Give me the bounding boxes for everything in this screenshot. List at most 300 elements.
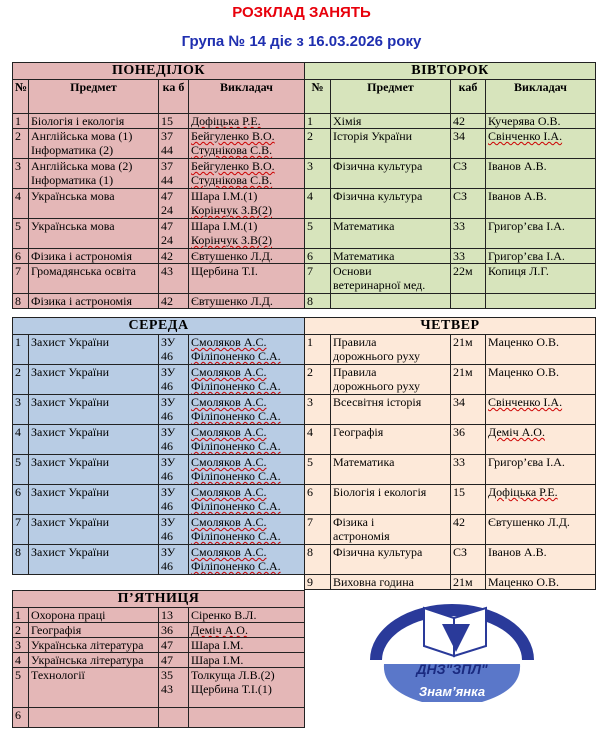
monday-header: ПОНЕДІЛОК	[13, 63, 305, 80]
wednesday-header: СЕРЕДА	[13, 318, 305, 335]
table-row	[13, 623, 305, 638]
room-cell-line: ЗУ	[161, 395, 176, 409]
teacher-cell	[189, 129, 305, 159]
room-cell	[451, 264, 486, 294]
subject-cell-line: Географія	[333, 425, 384, 439]
teacher-cell	[486, 249, 596, 264]
lesson-number-line: 2	[15, 129, 21, 143]
table-row	[305, 264, 596, 294]
room-cell-line: 47	[161, 653, 173, 667]
subject-cell-line: Фізична культура	[333, 189, 423, 203]
table-row	[13, 189, 305, 219]
subject-cell	[331, 455, 451, 485]
teacher-cell	[486, 575, 596, 590]
subject-cell-line: Захист України	[31, 485, 110, 499]
room-cell-line: 21м	[453, 365, 473, 379]
room-cell-line: 47	[161, 638, 173, 652]
logo-motto: Знам’янка	[418, 684, 486, 699]
table-row	[13, 114, 305, 129]
teacher-cell	[486, 395, 596, 425]
room-cell	[451, 365, 486, 395]
lesson-number	[305, 335, 331, 365]
room-cell	[159, 365, 189, 395]
teacher-cell-line: Іванов А.В.	[488, 545, 547, 559]
room-cell	[451, 395, 486, 425]
subject-cell-line: Математика	[333, 219, 395, 233]
room-cell-line: 44	[161, 143, 173, 157]
room-cell	[159, 515, 189, 545]
lesson-number-line: 1	[15, 608, 21, 622]
subject-cell-line: дорожнього руху	[333, 349, 420, 363]
room-cell-line: 34	[453, 395, 465, 409]
room-cell	[159, 129, 189, 159]
subject-cell	[331, 219, 451, 249]
teacher-cell-line: Філіпоненко С.А.	[191, 469, 281, 483]
subject-cell	[331, 249, 451, 264]
lesson-number-line: 3	[15, 638, 21, 652]
lesson-number	[13, 219, 29, 249]
teacher-cell	[189, 189, 305, 219]
lesson-number-line: 4	[307, 189, 313, 203]
teacher-cell	[189, 608, 305, 623]
table-row	[305, 114, 596, 129]
teacher-cell-line: Філіпоненко С.А.	[191, 499, 281, 513]
subject-cell-line: Фізика і астрономія	[31, 294, 132, 308]
room-cell-line: ЗУ	[161, 485, 176, 499]
lesson-number	[305, 395, 331, 425]
teacher-cell	[189, 545, 305, 575]
subject-cell	[29, 219, 159, 249]
teacher-cell	[189, 335, 305, 365]
table-row	[305, 395, 596, 425]
subject-cell-line: Англійська мова (2)	[31, 159, 133, 173]
lesson-number-line: 1	[15, 335, 21, 349]
room-cell-line: 37	[161, 129, 173, 143]
teacher-cell	[486, 129, 596, 159]
subject-cell-line: Виховна година	[333, 575, 414, 589]
teacher-cell-line: Сіренко В.Л.	[191, 608, 257, 622]
teacher-cell-line: Філіпоненко С.А.	[191, 529, 281, 543]
subject-cell-line: Захист України	[31, 515, 110, 529]
teacher-cell-line: Шара І.М.	[191, 653, 244, 667]
teacher-cell-line: Бейгуленко В.О.	[191, 129, 275, 143]
room-cell	[451, 335, 486, 365]
subject-cell	[331, 545, 451, 575]
room-cell-line: 46	[161, 499, 173, 513]
lesson-number-line: 9	[307, 575, 313, 589]
teacher-cell-line: Студнікова С.В.	[191, 143, 273, 157]
subject-cell-line: Технології	[31, 668, 85, 682]
subject-cell-line: астрономія	[333, 529, 390, 543]
subject-cell-line: Правила	[333, 365, 377, 379]
lesson-number-line: 7	[307, 515, 313, 529]
lesson-number-line: 4	[15, 189, 21, 203]
table-row	[305, 219, 596, 249]
teacher-cell	[486, 264, 596, 294]
table-row	[13, 708, 305, 728]
lesson-number	[13, 653, 29, 668]
room-cell-line: 43	[161, 682, 173, 696]
room-cell-line: 46	[161, 469, 173, 483]
lesson-number	[13, 545, 29, 575]
col-subject: Предмет	[331, 80, 451, 114]
subject-cell	[331, 575, 451, 590]
room-cell-line: 46	[161, 349, 173, 363]
table-row	[305, 189, 596, 219]
subject-cell-line: Громадянська освіта	[31, 264, 136, 278]
teacher-cell-line: Деміч А.О.	[191, 623, 248, 637]
subject-cell-line: Захист України	[31, 365, 110, 379]
lesson-number-line: 1	[15, 114, 21, 128]
room-cell-line: 42	[161, 249, 173, 263]
room-cell	[451, 249, 486, 264]
teacher-cell-line: Григор’єва І.А.	[488, 455, 565, 469]
lesson-number-line: 2	[15, 623, 21, 637]
teacher-cell-line: Філіпоненко С.А.	[191, 559, 281, 573]
room-cell-line: 46	[161, 409, 173, 423]
subject-cell	[29, 425, 159, 455]
teacher-cell-line: Толкуща Л.В.(2)	[191, 668, 275, 682]
lesson-number	[13, 294, 29, 309]
subject-cell	[29, 335, 159, 365]
teacher-cell-line: Щербина Т.І.(1)	[191, 682, 272, 696]
tuesday-table	[304, 62, 596, 309]
teacher-cell-line: Смоляков А.С.	[191, 515, 267, 529]
subject-cell	[29, 708, 159, 728]
lesson-number	[13, 189, 29, 219]
subject-cell-line: Захист України	[31, 425, 110, 439]
teacher-cell	[189, 653, 305, 668]
teacher-cell-line: Корінчук З.В(2)	[191, 233, 273, 247]
room-cell-line: 36	[453, 425, 465, 439]
table-row	[13, 545, 305, 575]
lesson-number	[305, 294, 331, 309]
room-cell-line: 47	[161, 219, 173, 233]
room-cell-line: 43	[161, 264, 173, 278]
room-cell-line: 42	[453, 114, 465, 128]
teacher-cell-line: Філіпоненко С.А.	[191, 409, 281, 423]
teacher-cell-line: Євтушенко Л.Д.	[488, 515, 570, 529]
room-cell-line: 22м	[453, 264, 473, 278]
teacher-cell-line: Григор’єва І.А.	[488, 219, 565, 233]
teacher-cell-line: Шара І.М.(1)	[191, 189, 258, 203]
lesson-number-line: 1	[307, 335, 313, 349]
room-cell-line: 46	[161, 529, 173, 543]
table-row	[305, 545, 596, 575]
room-cell-line: 15	[453, 485, 465, 499]
room-cell-line: ЗУ	[161, 425, 176, 439]
lesson-number	[305, 249, 331, 264]
subject-cell-line: Захист України	[31, 335, 110, 349]
table-row	[13, 395, 305, 425]
lesson-number-line: 4	[15, 425, 21, 439]
subject-cell	[29, 515, 159, 545]
table-row	[13, 425, 305, 455]
room-cell	[451, 515, 486, 545]
teacher-cell	[189, 623, 305, 638]
table-row	[305, 335, 596, 365]
lesson-number	[13, 515, 29, 545]
subject-cell	[331, 515, 451, 545]
teacher-cell	[486, 294, 596, 309]
subject-cell-line: Фізична культура	[333, 545, 423, 559]
lesson-number-line: 5	[15, 668, 21, 682]
subject-cell-line: Українська література	[31, 653, 144, 667]
subject-cell-line: Фізика і	[333, 515, 375, 529]
teacher-cell	[189, 249, 305, 264]
room-cell	[159, 395, 189, 425]
teacher-cell	[189, 114, 305, 129]
teacher-cell	[189, 515, 305, 545]
teacher-cell	[189, 708, 305, 728]
room-cell	[159, 159, 189, 189]
thursday-header: ЧЕТВЕР	[305, 318, 596, 335]
table-row	[305, 515, 596, 545]
table-row	[305, 365, 596, 395]
col-room: ка б	[159, 80, 189, 114]
monday-table	[12, 62, 305, 309]
subject-cell-line: Правила	[333, 335, 377, 349]
col-room: каб	[451, 80, 486, 114]
room-cell	[451, 294, 486, 309]
lesson-number	[13, 455, 29, 485]
lesson-number	[13, 395, 29, 425]
lesson-number-line: 8	[15, 545, 21, 559]
teacher-cell	[486, 485, 596, 515]
teacher-cell-line: Дофіцька Р.Е.	[488, 485, 558, 499]
subject-cell-line: Інформатика (2)	[31, 143, 114, 157]
lesson-number	[13, 708, 29, 728]
room-cell-line: 24	[161, 203, 173, 217]
room-cell-line: 34	[453, 129, 465, 143]
room-cell-line: 37	[161, 159, 173, 173]
subject-cell-line: Основи	[333, 264, 372, 278]
room-cell	[159, 668, 189, 708]
table-row	[13, 335, 305, 365]
subject-cell	[331, 114, 451, 129]
teacher-cell-line: Григор’єва І.А.	[488, 249, 565, 263]
teacher-cell	[486, 114, 596, 129]
table-row	[305, 294, 596, 309]
lesson-number	[13, 668, 29, 708]
room-cell	[451, 545, 486, 575]
lesson-number	[13, 638, 29, 653]
subject-cell-line: Всесвітня історія	[333, 395, 422, 409]
teacher-cell-line: Євтушенко Л.Д.	[191, 249, 273, 263]
room-cell	[451, 189, 486, 219]
room-cell-line: ЗУ	[161, 515, 176, 529]
friday-table	[12, 590, 305, 728]
subject-cell-line: Фізична культура	[333, 159, 423, 173]
teacher-cell-line: Копиця Л.Г.	[488, 264, 549, 278]
teacher-cell-line: Щербина Т.І.	[191, 264, 258, 278]
subject-cell	[331, 129, 451, 159]
table-row	[305, 425, 596, 455]
teacher-cell	[486, 425, 596, 455]
lesson-number	[13, 114, 29, 129]
table-row	[305, 485, 596, 515]
room-cell-line: ЗУ	[161, 455, 176, 469]
teacher-cell	[486, 545, 596, 575]
room-cell	[451, 485, 486, 515]
table-row	[13, 608, 305, 623]
room-cell	[159, 485, 189, 515]
teacher-cell	[486, 219, 596, 249]
table-row	[13, 653, 305, 668]
table-row	[13, 219, 305, 249]
room-cell	[159, 708, 189, 728]
subject-cell-line: ветеринарної мед.	[333, 278, 426, 292]
subject-cell	[29, 249, 159, 264]
subject-cell	[29, 653, 159, 668]
teacher-cell-line: Свінченко І.А.	[488, 129, 563, 143]
room-cell-line: СЗ	[453, 189, 468, 203]
table-row	[305, 159, 596, 189]
subject-cell-line: Математика	[333, 249, 395, 263]
teacher-cell-line: Іванов А.В.	[488, 159, 547, 173]
lesson-number-line: 6	[15, 708, 21, 722]
lesson-number	[13, 249, 29, 264]
lesson-number	[13, 608, 29, 623]
subject-cell	[29, 365, 159, 395]
teacher-cell	[189, 219, 305, 249]
teacher-cell-line: Бейгуленко В.О.	[191, 159, 275, 173]
room-cell-line: 13	[161, 608, 173, 622]
table-row	[305, 455, 596, 485]
teacher-cell	[189, 395, 305, 425]
teacher-cell	[486, 335, 596, 365]
teacher-cell	[486, 189, 596, 219]
teacher-cell	[486, 515, 596, 545]
room-cell	[159, 623, 189, 638]
subject-cell	[331, 159, 451, 189]
teacher-cell	[189, 668, 305, 708]
teacher-cell-line: Іванов А.В.	[488, 189, 547, 203]
lesson-number-line: 5	[15, 219, 21, 233]
teacher-cell-line: Свінченко І.А.	[488, 395, 563, 409]
teacher-cell-line: Смоляков А.С.	[191, 455, 267, 469]
subject-cell	[331, 335, 451, 365]
lesson-number-line: 2	[15, 365, 21, 379]
subject-cell	[29, 608, 159, 623]
teacher-cell-line: Філіпоненко С.А.	[191, 439, 281, 453]
teacher-cell-line: Маценко О.В.	[488, 365, 560, 379]
table-row	[13, 264, 305, 294]
teacher-cell-line: Смоляков А.С.	[191, 425, 267, 439]
teacher-cell	[486, 365, 596, 395]
room-cell-line: 46	[161, 379, 173, 393]
teacher-cell-line: Смоляков А.С.	[191, 395, 267, 409]
lesson-number-line: 8	[307, 545, 313, 559]
lesson-number-line: 8	[307, 294, 313, 308]
room-cell-line: СЗ	[453, 545, 468, 559]
subject-cell-line: Хімія	[333, 114, 362, 128]
wednesday-table	[12, 317, 305, 575]
lesson-number-line: 3	[307, 395, 313, 409]
col-num: №	[305, 80, 331, 114]
room-cell-line: 15	[161, 114, 173, 128]
room-cell-line: ЗУ	[161, 365, 176, 379]
lesson-number-line: 5	[15, 455, 21, 469]
subject-cell	[331, 189, 451, 219]
room-cell-line: 47	[161, 189, 173, 203]
teacher-cell	[189, 485, 305, 515]
room-cell	[159, 545, 189, 575]
teacher-cell-line: Деміч А.О.	[488, 425, 545, 439]
table-row	[13, 129, 305, 159]
lesson-number-line: 6	[15, 485, 21, 499]
lesson-number-line: 8	[15, 294, 21, 308]
lesson-number	[305, 515, 331, 545]
subject-cell-line: дорожнього руху	[333, 379, 420, 393]
teacher-cell-line: Корінчук З.В(2)	[191, 203, 273, 217]
lesson-number	[13, 264, 29, 294]
room-cell	[159, 608, 189, 623]
thursday-table	[304, 317, 596, 590]
subject-cell-line: Інформатика (1)	[31, 173, 114, 187]
room-cell-line: 21м	[453, 335, 473, 349]
teacher-cell-line: Смоляков А.С.	[191, 365, 267, 379]
room-cell-line: ЗУ	[161, 335, 176, 349]
table-row	[13, 365, 305, 395]
teacher-cell-line: Дофіцька Р.Е.	[191, 114, 261, 128]
subject-cell-line: Українська література	[31, 638, 144, 652]
room-cell	[159, 114, 189, 129]
teacher-cell	[189, 638, 305, 653]
room-cell	[159, 653, 189, 668]
room-cell	[159, 249, 189, 264]
teacher-cell-line: Смоляков А.С.	[191, 485, 267, 499]
lesson-number	[13, 129, 29, 159]
table-row	[305, 575, 596, 590]
subject-cell-line: Фізика і астрономія	[31, 249, 132, 263]
subject-cell	[29, 485, 159, 515]
room-cell	[451, 129, 486, 159]
subject-cell	[29, 545, 159, 575]
room-cell	[159, 294, 189, 309]
lesson-number	[305, 365, 331, 395]
room-cell-line: 33	[453, 219, 465, 233]
lesson-number	[305, 189, 331, 219]
lesson-number-line: 2	[307, 129, 313, 143]
room-cell	[451, 114, 486, 129]
teacher-cell	[189, 294, 305, 309]
subject-cell-line: Історія України	[333, 129, 413, 143]
table-row	[13, 515, 305, 545]
lesson-number	[305, 545, 331, 575]
subject-cell	[29, 264, 159, 294]
table-row	[13, 455, 305, 485]
lesson-number-line: 6	[307, 249, 313, 263]
teacher-cell-line: Студнікова С.В.	[191, 173, 273, 187]
room-cell-line: 24	[161, 233, 173, 247]
lesson-number-line: 2	[307, 365, 313, 379]
room-cell-line: 42	[161, 294, 173, 308]
teacher-cell-line: Маценко О.В.	[488, 575, 560, 589]
subject-cell	[331, 264, 451, 294]
room-cell-line: 36	[161, 623, 173, 637]
lesson-number-line: 5	[307, 455, 313, 469]
subject-cell	[331, 485, 451, 515]
subject-cell	[29, 294, 159, 309]
room-cell	[451, 455, 486, 485]
subject-cell	[29, 189, 159, 219]
col-num: №	[13, 80, 29, 114]
room-cell-line: 35	[161, 668, 173, 682]
page-title: РОЗКЛАД ЗАНЯТЬ	[232, 4, 371, 21]
room-cell-line: 44	[161, 173, 173, 187]
teacher-cell-line: Смоляков А.С.	[191, 545, 267, 559]
